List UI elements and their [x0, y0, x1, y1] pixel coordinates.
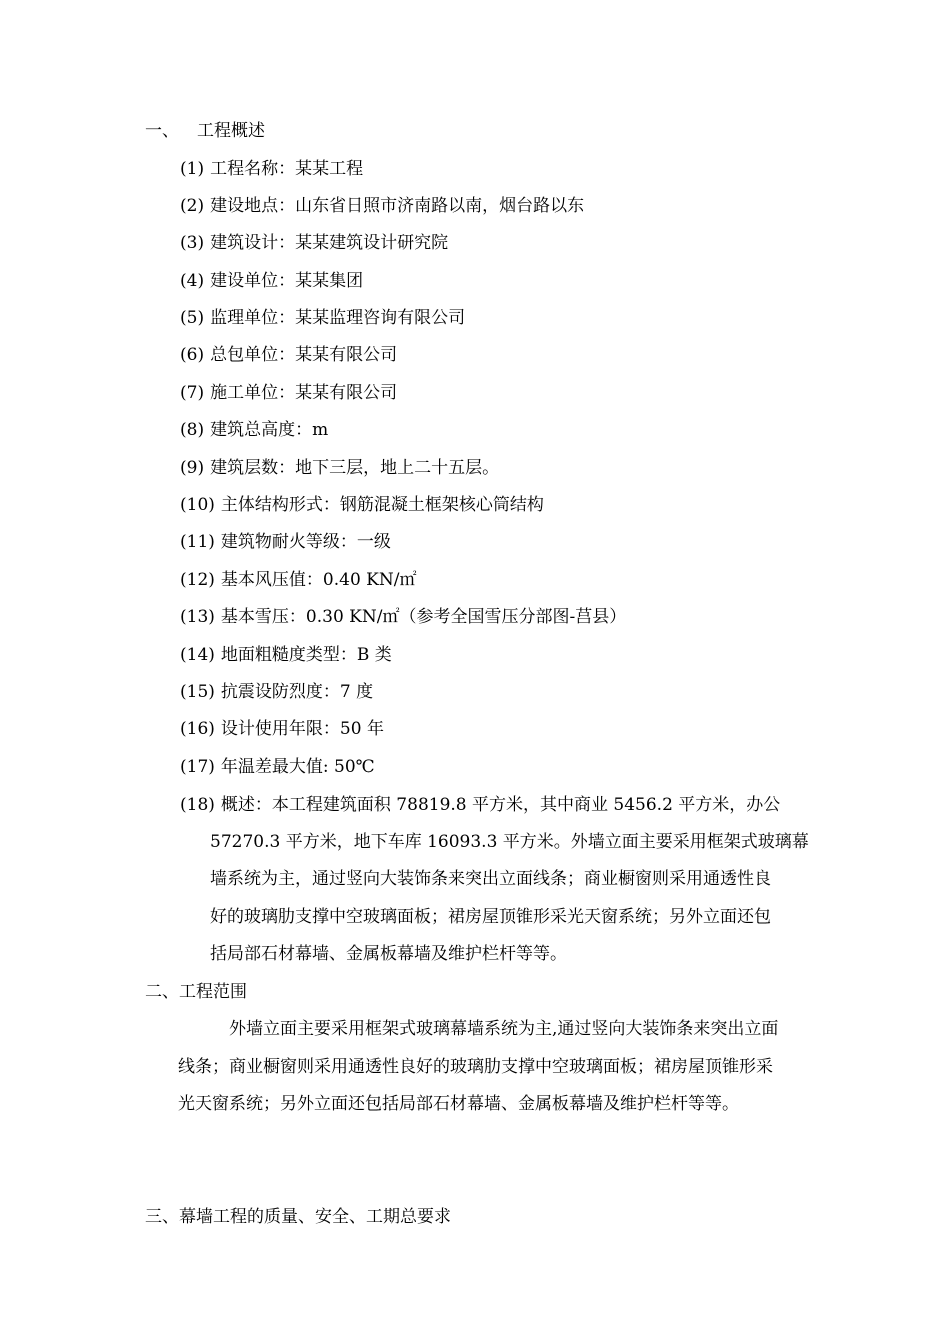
item-text: 建筑物耐火等级：一级 [220, 532, 391, 552]
item-text: 基本风压值：0.40 KN/㎡ [220, 570, 417, 590]
item-number: (4) [180, 271, 205, 291]
item-text: 建筑设计：某某建筑设计研究院 [210, 233, 449, 253]
list-item [180, 343, 397, 367]
item-text: 设计使用年限：50 年 [220, 719, 384, 739]
list-item [180, 269, 363, 293]
item-number: (10) [180, 495, 215, 515]
item-text: 主体结构形式：钢筋混凝土框架核心筒结构 [220, 495, 544, 515]
item-text: 施工单位：某某有限公司 [210, 383, 398, 403]
item-text: 抗震设防烈度：7 度 [220, 682, 374, 702]
item-number: (6) [180, 345, 205, 365]
item-number: (11) [180, 532, 215, 552]
item-text: 基本雪压：0.30 KN/㎡（参考全国雪压分部图-莒县） [220, 607, 627, 627]
list-item [180, 306, 465, 330]
section-1-heading [145, 119, 265, 143]
section-2-title: 工程范围 [179, 982, 247, 1002]
item-number: (3) [180, 233, 205, 253]
list-item [180, 755, 375, 779]
section-1-number: 一、 [145, 121, 179, 141]
list-item [180, 493, 544, 517]
item-text: 建设单位：某某集团 [210, 271, 364, 291]
item-text: 总包单位：某某有限公司 [210, 345, 398, 365]
item-text: 年温差最大值: 50℃ [220, 757, 375, 777]
item-number: (9) [180, 458, 205, 478]
item-text: 建筑层数：地下三层，地上二十五层。 [210, 458, 500, 478]
list-item [180, 605, 626, 629]
list-item [180, 717, 384, 741]
item-number: (7) [180, 383, 205, 403]
section-2-heading [145, 980, 247, 1004]
item-number: (15) [180, 682, 215, 702]
scope-paragraph-line: 线条；商业橱窗则采用通透性良好的玻璃肋支撑中空玻璃面板；裙房屋顶锥形采 [178, 1057, 773, 1077]
item-text: 地面粗糙度类型：B 类 [220, 645, 392, 665]
list-item [180, 231, 448, 255]
item-number: (18) [180, 795, 215, 815]
item-text: 工程名称：某某工程 [210, 159, 364, 179]
item-number: (5) [180, 308, 205, 328]
section-1-title: 工程概述 [197, 121, 265, 141]
item-number: (8) [180, 420, 205, 440]
section-3-heading [145, 1205, 451, 1229]
item-number: (17) [180, 757, 215, 777]
list-item [180, 568, 416, 592]
list-item [180, 381, 397, 405]
list-item [180, 418, 328, 442]
item-number: (13) [180, 607, 215, 627]
overview-line: 概述：本工程建筑面积 78819.8 平方米，其中商业 5456.2 平方米，办公 [220, 795, 781, 815]
item-number: (14) [180, 645, 215, 665]
list-item [180, 456, 499, 480]
item-text: 建筑总高度：m [210, 420, 329, 440]
list-item [180, 680, 373, 704]
overview-line: 57270.3 平方米，地下车库 16093.3 平方米。外墙立面主要采用框架式玻璃幕 [210, 832, 809, 852]
list-item [180, 643, 392, 667]
scope-paragraph-line: 光天窗系统；另外立面还包括局部石材幕墙、金属板幕墙及维护栏杆等等。 [178, 1094, 739, 1114]
list-item [180, 194, 584, 218]
item-text: 建设地点：山东省日照市济南路以南，烟台路以东 [210, 196, 585, 216]
item-text: 监理单位：某某监理咨询有限公司 [210, 308, 466, 328]
overview-line: 墙系统为主，通过竖向大装饰条来突出立面线条；商业橱窗则采用通透性良 [210, 869, 771, 889]
section-3-title: 幕墙工程的质量、安全、工期总要求 [179, 1207, 451, 1227]
list-item [180, 530, 391, 554]
section-2-number: 二、 [145, 982, 179, 1002]
list-item [180, 157, 363, 181]
item-number: (2) [180, 196, 205, 216]
item-number: (1) [180, 159, 205, 179]
overview-item [180, 793, 780, 817]
overview-line: 好的玻璃肋支撑中空玻璃面板；裙房屋顶锥形采光天窗系统；另外立面还包 [210, 907, 771, 927]
scope-paragraph-line: 外墙立面主要采用框架式玻璃幕墙系统为主,通过竖向大装饰条来突出立面 [229, 1019, 779, 1039]
item-number: (16) [180, 719, 215, 739]
overview-line: 括局部石材幕墙、金属板幕墙及维护栏杆等等。 [210, 944, 567, 964]
section-3-number: 三、 [145, 1207, 179, 1227]
item-number: (12) [180, 570, 215, 590]
